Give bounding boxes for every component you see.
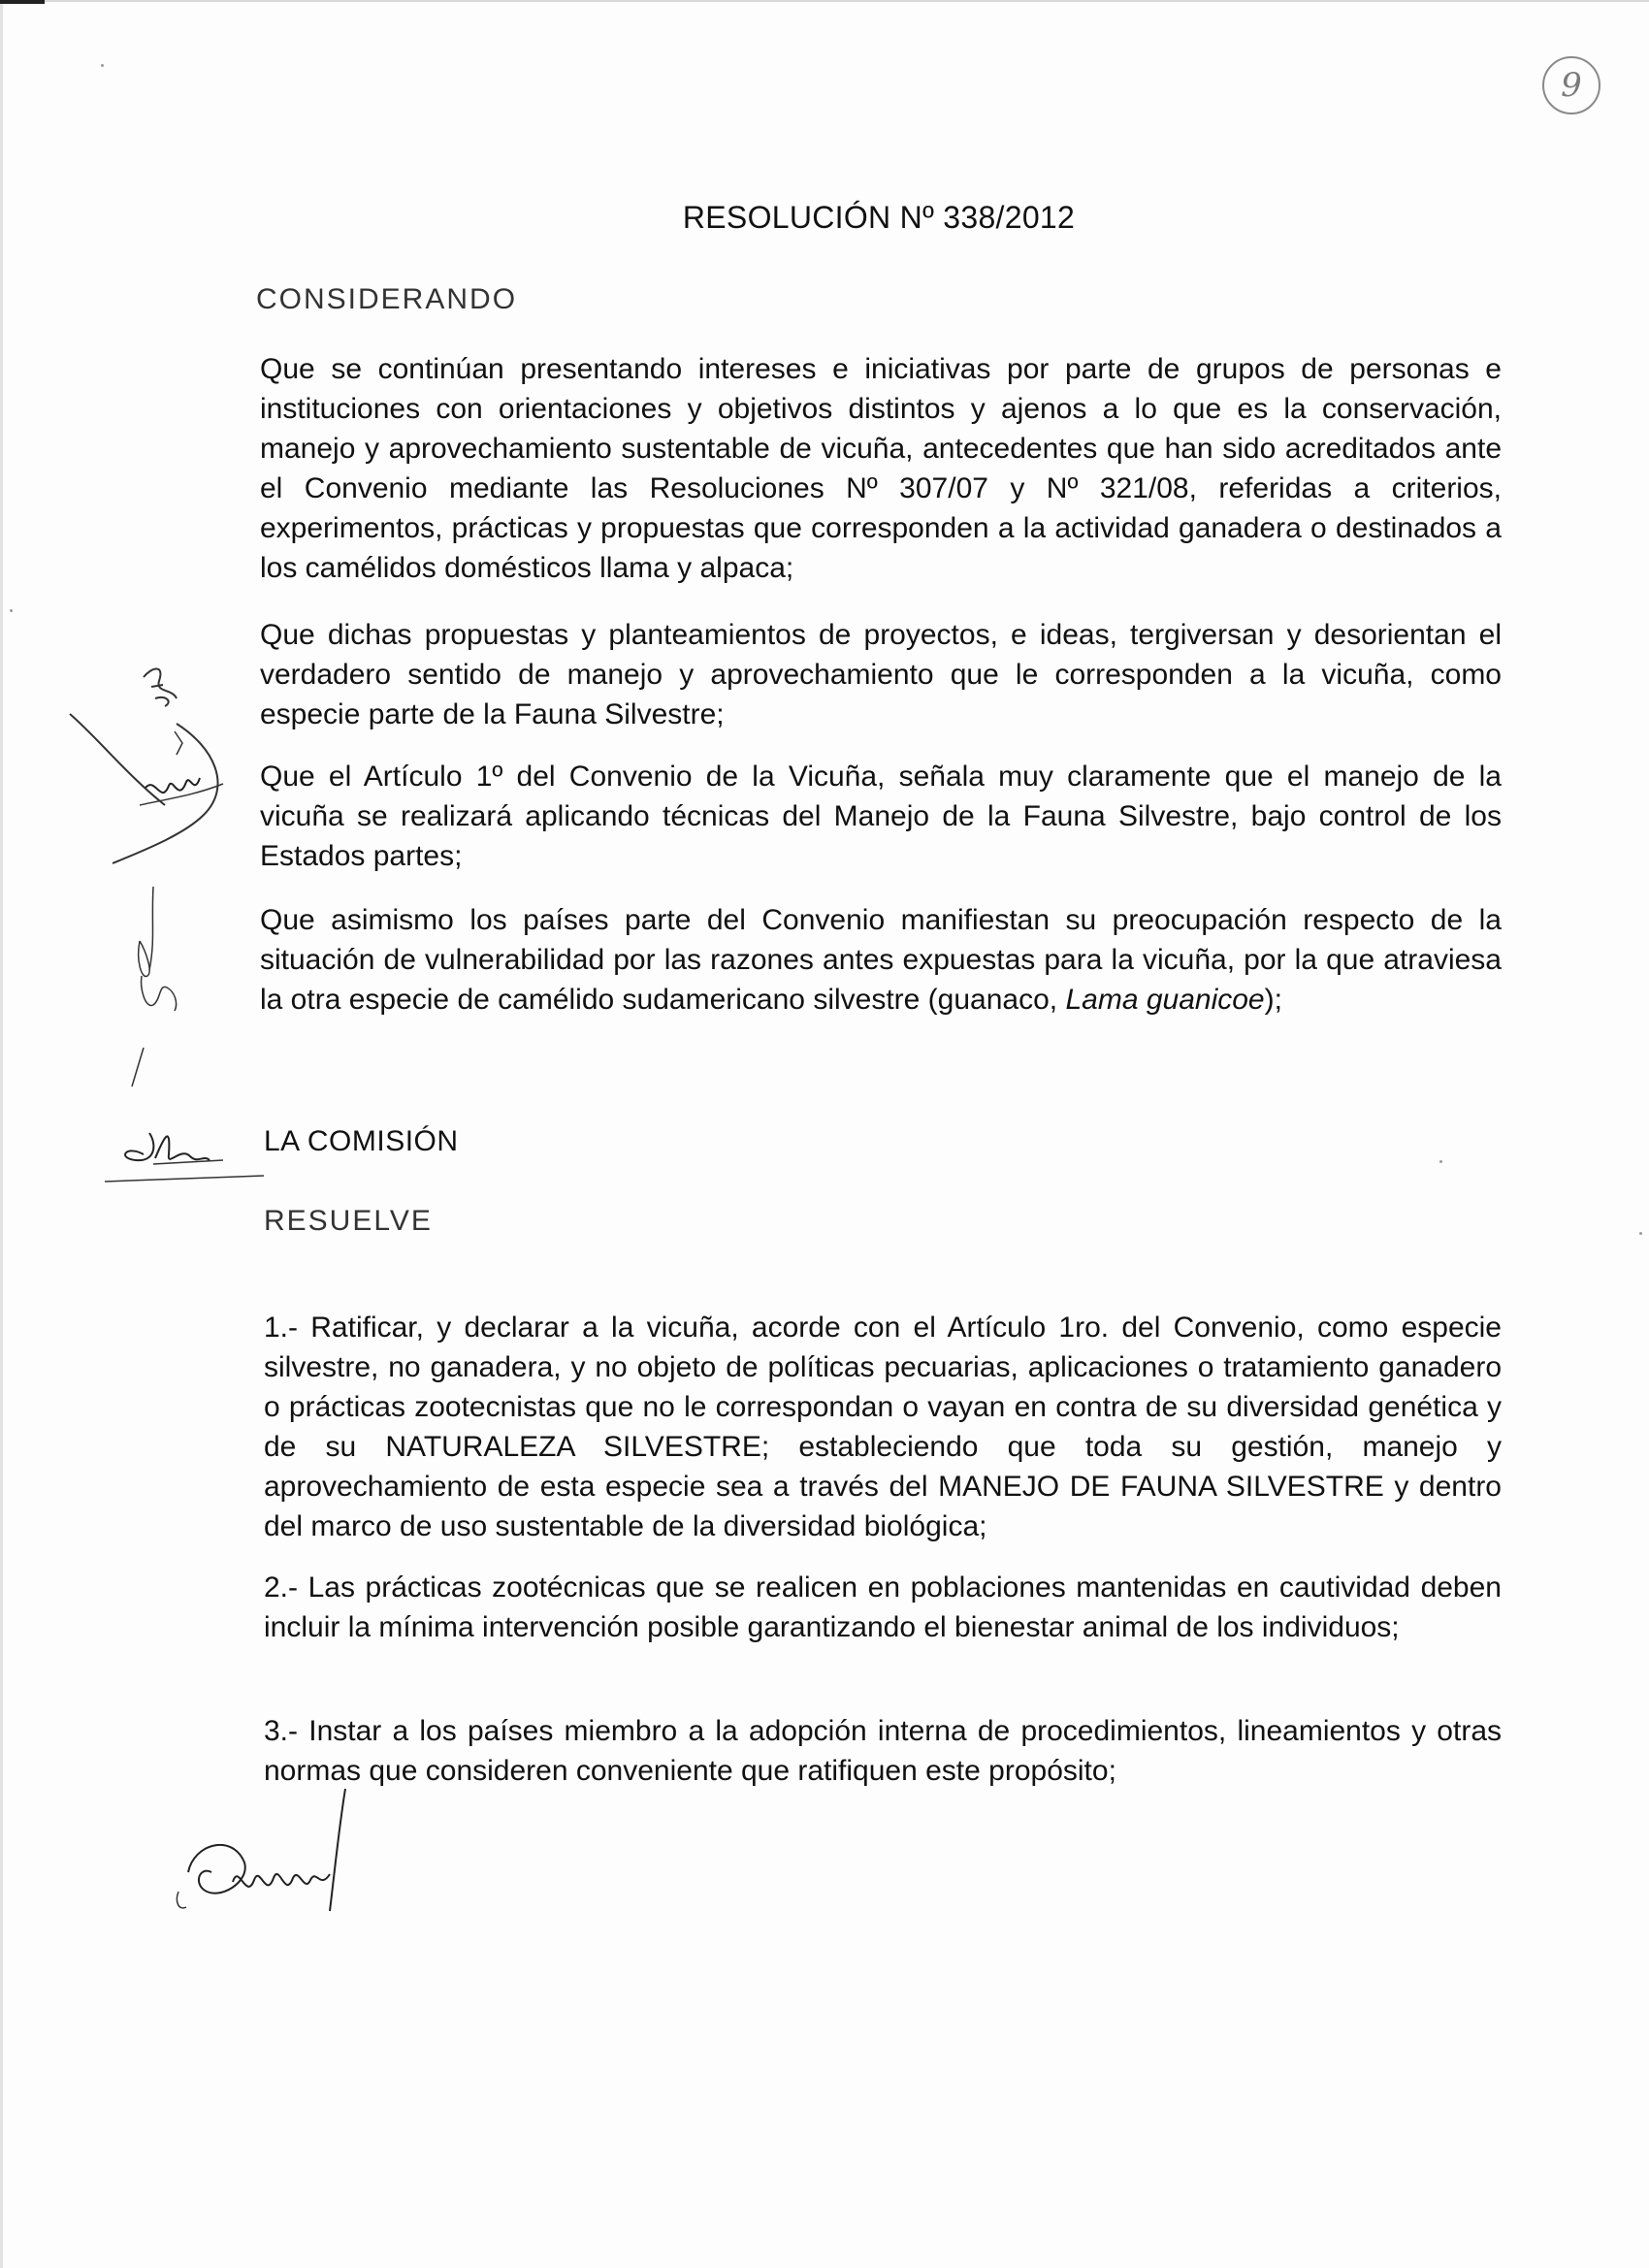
- bottom-signature: [165, 1785, 388, 1930]
- handwritten-page-number: 9: [1542, 56, 1600, 114]
- scan-edge-top: [0, 0, 1649, 2]
- scan-edge-left: [0, 0, 3, 2268]
- scan-speck: [1439, 1160, 1442, 1163]
- scan-speck: [101, 64, 104, 67]
- resuelve-item-2: 2.- Las prácticas zootécnicas que se realicen en poblaciones mantenidas en cautividad deben incluir la mínima intervención posible garantizando el bienestar animal de los individuos;: [264, 1571, 1502, 1643]
- comision-margin-initials: [97, 1116, 281, 1193]
- considerando-paragraph-4-end: );: [1264, 984, 1282, 1016]
- considerando-paragraph-3: Que el Artículo 1º del Convenio de la Vicuña, señala muy claramente que el manejo de la vicuña se realizará aplicando técnicas del Manejo de la Fauna Silvestre, bajo control de los Estados partes;: [260, 761, 1502, 872]
- resuelve-item-3: 3.- Instar a los países miembro a la adopción interna de procedimientos, lineamientos y otras normas que consideren conveniente que ratifiquen este propósito;: [264, 1715, 1502, 1787]
- margin-initials-signature: [58, 660, 252, 892]
- considerando-paragraph-4-text: Que asimismo los países parte del Convenio manifiestan su preocupación respecto de la situación de vulnerabilidad por las razones antes expuestas para la vicuña, por la que atraviesa la otra especie de camélido sudamericano silvestre (guanaco,: [260, 904, 1502, 1016]
- corner-mark: [0, 0, 45, 4]
- scan-speck: [10, 609, 13, 612]
- scan-speck: [1639, 1232, 1642, 1235]
- considerando-paragraph-4: [260, 900, 1502, 1020]
- species-name: Lama guanicoe: [1065, 984, 1265, 1016]
- considerando-paragraph-2: Que dichas propuestas y planteamientos de proyectos, e ideas, tergiversan y desorientan el verdadero sentido de manejo y aprovechamiento que le corresponden a la vicuña, como especie parte de la Fauna Silvestre;: [260, 619, 1502, 730]
- resolution-title: RESOLUCIÓN Nº 338/2012: [682, 200, 1076, 235]
- resuelve-item-1: 1.- Ratificar, y declarar a la vicuña, acorde con el Artículo 1ro. del Convenio, como especie silvestre, no ganadera, y no objeto de políticas pecuarias, aplicaciones o tratamiento ganadero o prácticas zootecnistas que no le correspondan o vayan en contra de su diversidad genética y de su NATURALEZA SILVESTRE; estableciendo que toda su gestión, manejo y aprovechamiento de esta especie sea a través del MANEJO DE FAUNA SILVESTRE y dentro del marco de uso sustentable de la diversidad biológica;: [264, 1312, 1502, 1542]
- considerando-paragraph-1: Que se continúan presentando intereses e iniciativas por parte de grupos de personas e instituciones con orientaciones y objetivos distintos y ajenos a lo que es la conservación, manejo y aprovechamiento sustentable de vicuña, antecedentes que han sido acreditados ante el Convenio mediante las Resoluciones Nº 307/07 y Nº 321/08, referidas a criterios, experimentos, prácticas y propuestas que corresponden a la actividad ganadera o destinados a los camélidos domésticos llama y alpaca;: [260, 353, 1502, 584]
- comision-heading: LA COMISIÓN: [264, 1125, 459, 1157]
- margin-signature-vertical: [107, 883, 223, 1096]
- resuelve-heading: RESUELVE: [264, 1205, 433, 1237]
- considerando-heading: CONSIDERANDO: [256, 283, 518, 315]
